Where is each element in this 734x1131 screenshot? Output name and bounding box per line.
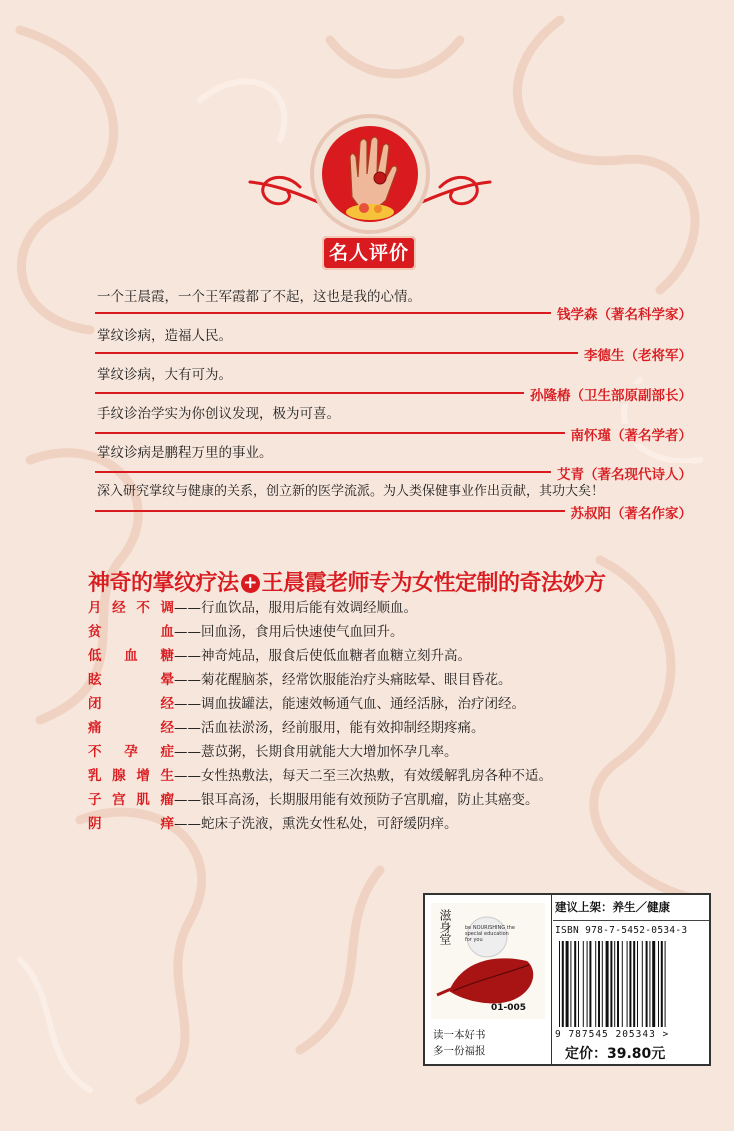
remedy-item (88, 596, 417, 616)
remedy-name: 贫 血 (88, 624, 174, 640)
remedy-description: ——调血拔罐法，能速效畅通气血、通经活脉，治疗闭经。 (174, 696, 525, 712)
remedy-description: ——行血饮品，服用后能有效调经顺血。 (174, 600, 417, 616)
remedies-headline (88, 566, 728, 597)
quote-divider (95, 471, 615, 473)
quote-author: 钱学森（著名科学家） (551, 303, 692, 323)
product-code: 01-005 (491, 1003, 527, 1013)
quote-text: 掌纹诊病，大有可为。 (97, 367, 232, 383)
quote-text: 一个王晨霞，一个王军霞都了不起，这也是我的心情。 (97, 289, 421, 305)
remedy-description: ——菊花醒脑茶，经常饮服能治疗头痛眩晕、眼目昏花。 (174, 672, 512, 688)
remedy-name: 月 经 不 调 (88, 600, 174, 616)
quote-author: 李德生（老将军） (578, 344, 692, 364)
publisher-block (425, 895, 552, 1064)
remedy-name: 阴 痒 (88, 816, 174, 832)
price-label: 定价：39.80元 (565, 1046, 666, 1062)
remedy-description: ——蛇床子洗液，熏洗女性私处，可舒缓阴痒。 (174, 816, 458, 832)
remedy-name: 不 孕 症 (88, 744, 174, 760)
remedy-name: 乳 腺 增 生 (88, 768, 174, 784)
headline-part2: 王晨霞老师专为女性定制的奇法妙方 (261, 571, 606, 596)
quote-text: 深入研究掌纹与健康的关系，创立新的医学流派。为人类保健事业作出贡献，其功大矣！ (97, 484, 605, 499)
slogan-line: 读一本好书 (433, 1029, 486, 1041)
remedy-item (88, 620, 404, 640)
remedy-description: ——女性热敷法，每天二至三次热敷，有效缓解乳房各种不适。 (174, 768, 552, 784)
quote-divider (95, 510, 625, 512)
remedy-description: ——神奇炖品，服食后使低血糖者血糖立刻升高。 (174, 648, 471, 664)
remedy-name: 闭 经 (88, 696, 174, 712)
quote-author: 南怀瑾（著名学者） (565, 424, 693, 444)
quote-author: 苏叔阳（著名作家） (565, 502, 693, 522)
quote-divider (95, 392, 595, 394)
barcode (555, 941, 707, 1031)
remedy-name: 痛 经 (88, 720, 174, 736)
barcode-digits: 9 787545 205343 > (555, 1029, 670, 1040)
remedy-item (88, 692, 525, 712)
remedy-name: 眩 晕 (88, 672, 174, 688)
remedy-item (88, 668, 512, 688)
plus-icon: + (241, 574, 260, 593)
logo-english: be NOURISHING the special education for you (465, 925, 515, 943)
slogan-line: 多一份福报 (433, 1045, 486, 1057)
quote-author: 艾青（著名现代诗人） (551, 463, 692, 483)
celebrity-reviews-title: 名人评价 (322, 236, 416, 270)
divider (553, 920, 709, 921)
quote-text: 手纹诊治学实为你创议发现，极为可喜。 (97, 406, 340, 422)
publisher-logo (431, 903, 545, 1019)
quote-divider (95, 432, 625, 434)
remedy-item (88, 740, 458, 760)
remedy-item (88, 788, 539, 808)
quote-divider (95, 312, 625, 314)
remedy-name: 低 血 糖 (88, 648, 174, 664)
shelf-category: 建议上架：养生／健康 (555, 900, 670, 914)
palm-emblem-logo (240, 112, 500, 302)
remedy-item (88, 644, 471, 664)
remedy-name: 子 宫 肌 瘤 (88, 792, 174, 808)
quote-divider (95, 352, 655, 354)
quote-author: 孙隆椿（卫生部原副部长） (524, 384, 692, 404)
remedy-item (88, 812, 458, 832)
remedy-description: ——银耳高汤，长期服用能有效预防子宫肌瘤，防止其癌变。 (174, 792, 539, 808)
quote-text: 掌纹诊病，造福人民。 (97, 328, 232, 344)
logo-chars: 滋身堂 (438, 909, 452, 945)
remedy-description: ——活血祛淤汤，经前服用，能有效抑制经期疼痛。 (174, 720, 485, 736)
remedy-description: ——回血汤，食用后快速使气血回升。 (174, 624, 404, 640)
headline-part1: 神奇的掌纹疗法 (88, 571, 239, 596)
remedy-description: ——薏苡粥，长期食用就能大大增加怀孕几率。 (174, 744, 458, 760)
quote-text: 掌纹诊病是鹏程万里的事业。 (97, 445, 273, 461)
remedy-item (88, 716, 485, 736)
barcode-panel (423, 893, 711, 1066)
isbn-label: ISBN 978-7-5452-0534-3 (555, 925, 688, 936)
remedy-item (88, 764, 552, 784)
